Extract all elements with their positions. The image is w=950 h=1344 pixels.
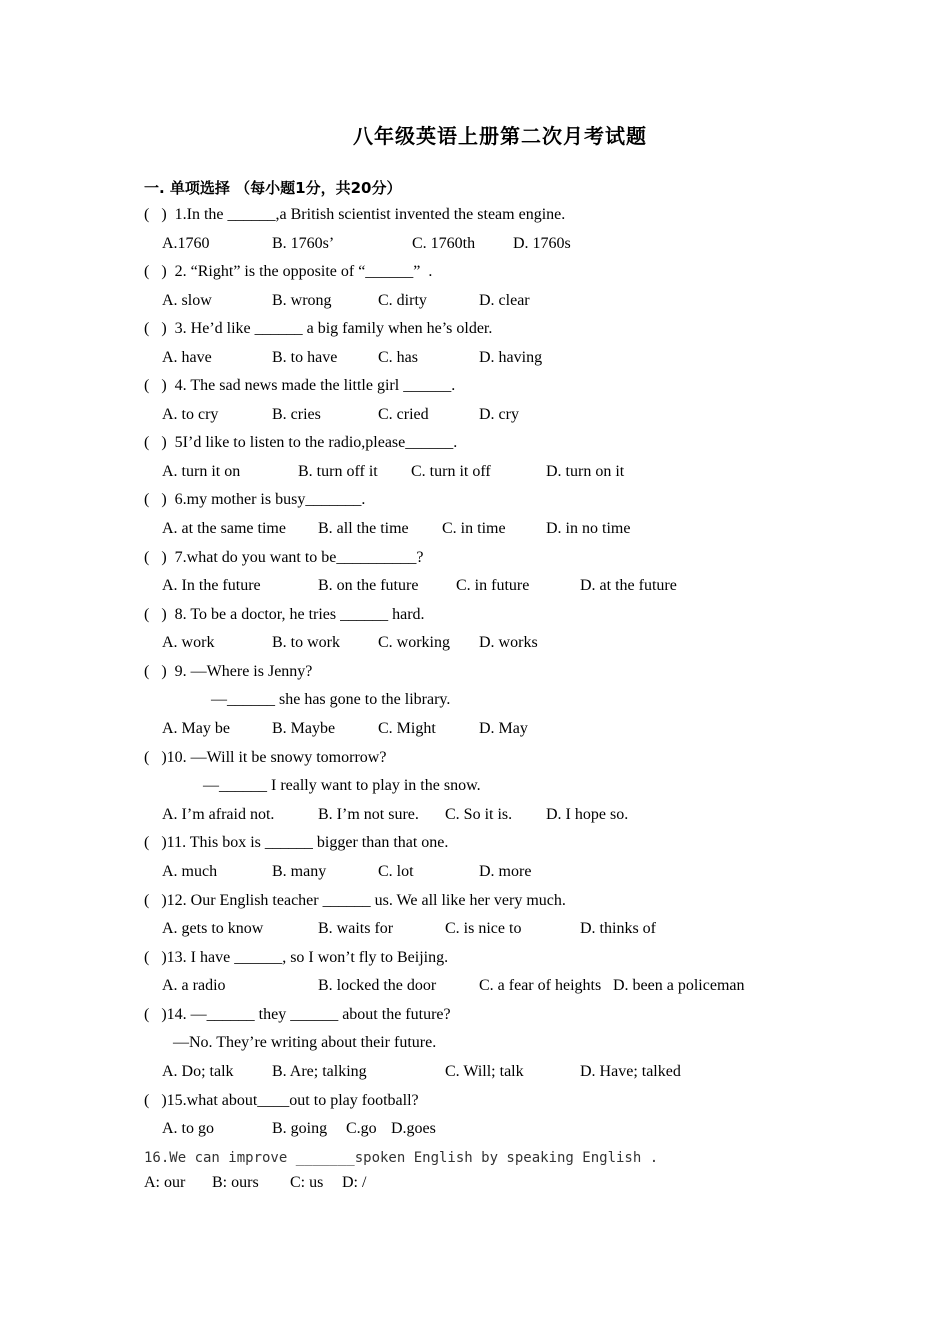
- option-d: D. works: [479, 634, 538, 651]
- question-14-stem: ( )14. —______ they ______ about the future?: [144, 1006, 451, 1023]
- question-8-options: [162, 633, 862, 653]
- question-10-options: [162, 805, 862, 825]
- option-d: D. having: [479, 349, 543, 366]
- option-c: C. has: [378, 349, 418, 366]
- option-a: A. I’m afraid not.: [162, 806, 275, 823]
- option-b: B. waits for: [318, 920, 394, 937]
- question-11-options: [162, 862, 862, 882]
- option-c: C. Might: [378, 720, 436, 737]
- option-d: D. 1760s: [513, 235, 571, 252]
- option-d: D. turn on it: [546, 463, 625, 480]
- option-a: A: our: [144, 1174, 186, 1191]
- question-4-stem: ( ) 4. The sad news made the little girl ______.: [144, 377, 456, 394]
- option-b: B. Are; talking: [272, 1063, 367, 1080]
- option-b: B. Maybe: [272, 720, 336, 737]
- option-c: C: us: [290, 1174, 324, 1191]
- option-b: B. to have: [272, 349, 338, 366]
- question-3-stem: ( ) 3. He’d like ______ a big family when he’s older.: [144, 320, 493, 337]
- option-a: A. May be: [162, 720, 230, 737]
- option-c: C. dirty: [378, 292, 427, 309]
- option-a: A.1760: [162, 235, 210, 252]
- question-9-stem: ( ) 9. —Where is Jenny?: [144, 663, 313, 680]
- question-5-options: [162, 462, 862, 482]
- option-c: C. 1760th: [412, 235, 476, 252]
- question-12-options: [162, 919, 862, 939]
- question-6-options: [162, 519, 862, 539]
- option-b: B. 1760s’: [272, 235, 335, 252]
- option-b: B. I’m not sure.: [318, 806, 419, 823]
- option-c: C. turn it off: [411, 463, 491, 480]
- question-3-options: [162, 348, 862, 368]
- option-a: A. turn it on: [162, 463, 241, 480]
- option-c: C. a fear of heights: [479, 977, 602, 994]
- option-c: C. So it is.: [445, 806, 513, 823]
- question-1-options: [162, 234, 862, 254]
- question-10-continuation: —______ I really want to play in the snow.: [203, 777, 481, 794]
- question-12-stem: ( )12. Our English teacher ______ us. We all like her very much.: [144, 892, 566, 909]
- question-14-options: [162, 1062, 862, 1082]
- option-c: C. Will; talk: [445, 1063, 524, 1080]
- option-d: D. thinks of: [580, 920, 656, 937]
- question-7-stem: ( ) 7.what do you want to be__________?: [144, 549, 424, 566]
- question-5-stem: ( ) 5I’d like to listen to the radio,please______.: [144, 434, 458, 451]
- option-a: A. Do; talk: [162, 1063, 234, 1080]
- option-a: A. to go: [162, 1120, 214, 1137]
- option-b: B. many: [272, 863, 327, 880]
- option-a: A. have: [162, 349, 212, 366]
- option-a: A. at the same time: [162, 520, 286, 537]
- option-d: D. cry: [479, 406, 519, 423]
- option-b: B. locked the door: [318, 977, 437, 994]
- option-d: D. May: [479, 720, 528, 737]
- question-9-continuation: —______ she has gone to the library.: [211, 691, 451, 708]
- question-4-options: [162, 405, 862, 425]
- question-13-stem: ( )13. I have ______, so I won’t fly to Beijing.: [144, 949, 449, 966]
- question-2-stem: ( ) 2. “Right” is the opposite of “______” .: [144, 263, 433, 280]
- option-a: A. gets to know: [162, 920, 264, 937]
- option-c: C. cried: [378, 406, 429, 423]
- option-c: C. is nice to: [445, 920, 522, 937]
- option-a: A. In the future: [162, 577, 261, 594]
- option-b: B. cries: [272, 406, 321, 423]
- question-7-options: [162, 576, 862, 596]
- option-a: A. slow: [162, 292, 212, 309]
- option-c: C. lot: [378, 863, 414, 880]
- option-d: D.goes: [391, 1120, 436, 1137]
- option-b: B. wrong: [272, 292, 332, 309]
- option-d: D. I hope so.: [546, 806, 629, 823]
- option-b: B. all the time: [318, 520, 409, 537]
- option-c: C. in future: [456, 577, 530, 594]
- question-8-stem: ( ) 8. To be a doctor, he tries ______ hard.: [144, 606, 425, 623]
- question-11-stem: ( )11. This box is ______ bigger than that one.: [144, 834, 449, 851]
- question-1-stem: ( ) 1.In the ______,a British scientist invented the steam engine.: [144, 206, 566, 223]
- option-b: B. on the future: [318, 577, 419, 594]
- option-b: B. going: [272, 1120, 328, 1137]
- question-14-continuation: —No. They’re writing about their future.: [173, 1034, 437, 1051]
- question-15-options: [162, 1119, 862, 1139]
- question-15-stem: ( )15.what about____out to play football?: [144, 1092, 419, 1109]
- section-heading: 一. 单项选择 （每小题1分，共20分）: [144, 179, 402, 197]
- option-b: B: ours: [212, 1174, 259, 1191]
- option-b: B. to work: [272, 634, 340, 651]
- option-d: D. Have; talked: [580, 1063, 681, 1080]
- option-d: D. at the future: [580, 577, 677, 594]
- option-a: A. to cry: [162, 406, 219, 423]
- question-13-options: [162, 976, 862, 996]
- question-9-options: [162, 719, 862, 739]
- option-c: C. in time: [442, 520, 506, 537]
- option-a: A. work: [162, 634, 215, 651]
- question-6-stem: ( ) 6.my mother is busy_______.: [144, 491, 366, 508]
- exam-title: 八年级英语上册第二次月考试题: [353, 124, 647, 148]
- option-a: A. a radio: [162, 977, 226, 994]
- option-c: C. working: [378, 634, 450, 651]
- option-b: B. turn off it: [298, 463, 378, 480]
- option-d: D. clear: [479, 292, 530, 309]
- question-16-options: [144, 1173, 844, 1193]
- option-c: C.go: [346, 1120, 377, 1137]
- option-a: A. much: [162, 863, 218, 880]
- question-2-options: [162, 291, 862, 311]
- option-d: D: /: [342, 1174, 367, 1191]
- question-10-stem: ( )10. —Will it be snowy tomorrow?: [144, 749, 387, 766]
- option-d: D. been a policeman: [613, 977, 745, 994]
- question-16-stem: 16.We can improve _______spoken English by speaking English .: [144, 1150, 659, 1166]
- option-d: D. in no time: [546, 520, 631, 537]
- option-d: D. more: [479, 863, 532, 880]
